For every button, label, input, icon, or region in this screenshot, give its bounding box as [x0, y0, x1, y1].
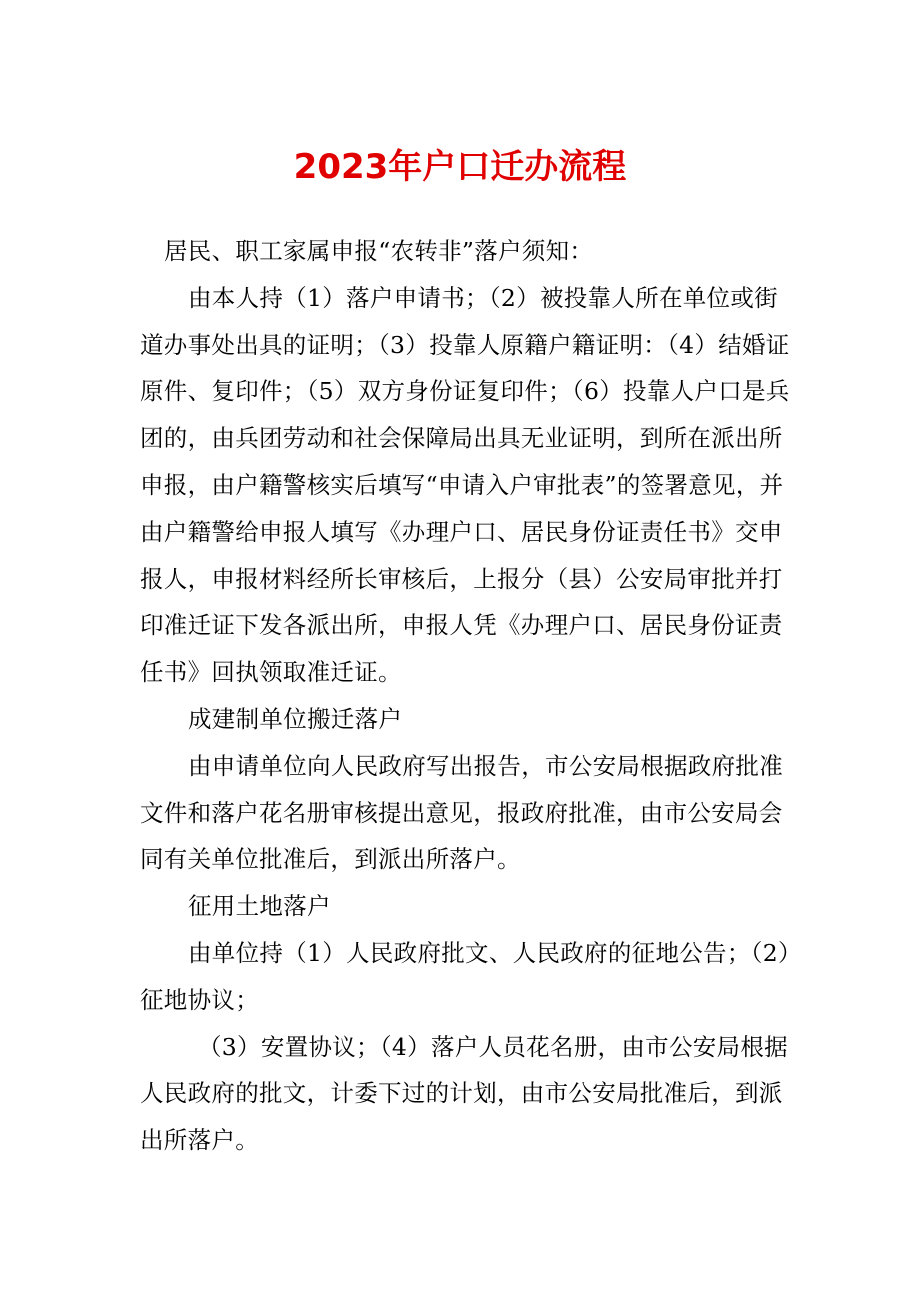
document-body — [140, 228, 790, 1164]
document-title: 2023年户口迁办流程 — [293, 147, 627, 187]
paragraph-land-requisition-heading: 征用土地落户 — [188, 892, 331, 921]
paragraph-land-requisition-continued: （3）安置协议；（4）落户人员花名册，由市公安局根据人民政府的批文，计委下过的计划，由市公安局批准后，到派出所落户。 — [140, 1032, 788, 1155]
paragraph-unit-relocation-details: 由申请单位向人民政府写出报告，市公安局根据政府批准文件和落户花名册审核提出意见，报政府批准，由市公安局会同有关单位批准后，到派出所落户。 — [140, 751, 783, 874]
paragraph-land-requisition-details: 由单位持（1）人民政府批文、人民政府的征地公告；（2）征地协议； — [140, 938, 791, 1014]
paragraph-unit-relocation-heading: 成建制单位搬迁落户 — [188, 704, 403, 733]
paragraph-notice-details: 由本人持（1）落户申请书；（2）被投靠人所在单位或街道办事处出具的证明；（3）投靠人原籍户籍证明：（4）结婚证原件、复印件；（5）双方身份证复印件；（6）投靠人户口是兵团的，由兵团劳动和社会保障局出具无业证明，到所在派出所申报，由户籍警核实后填写“申请入户审批表”的签署意见，并由户籍警给申报人填写《办理户口、居民身份证责任书》交申报人，申报材料经所长审核后，上报分（县）公安局审批并打印准迁证下发各派出所，申报人凭《办理户口、居民身份证责任书》回执领取准迁证。 — [140, 283, 790, 687]
paragraph-notice-heading: 居民、职工家属申报“农转非”落户须知： — [164, 237, 594, 265]
